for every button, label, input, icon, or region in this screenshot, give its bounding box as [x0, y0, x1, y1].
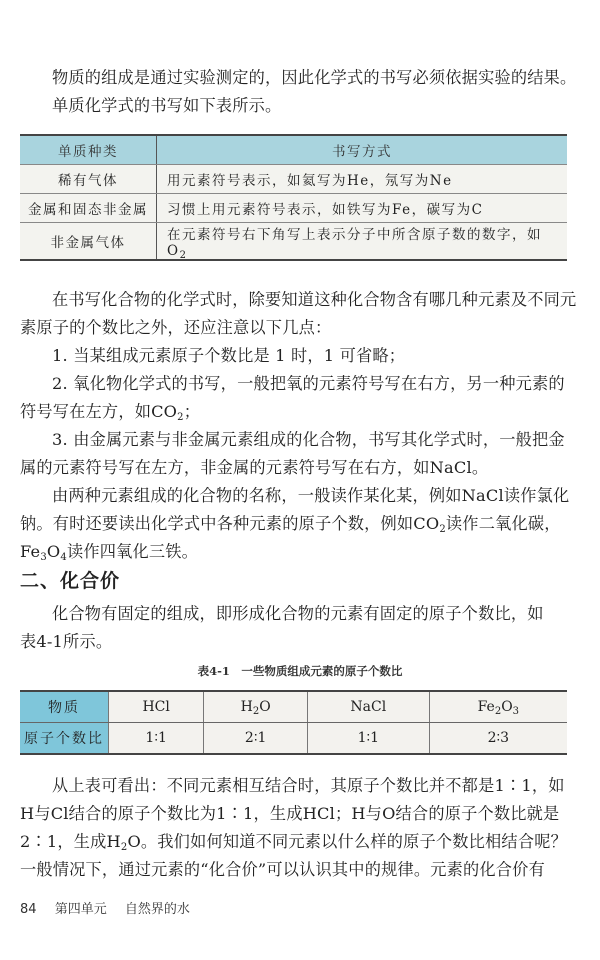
naming-line-3: [20, 538, 570, 566]
page-number: 84: [20, 902, 37, 917]
text: 读作二氧化碳，: [445, 514, 561, 533]
cell-ratio: 1∶1: [308, 723, 430, 755]
header-method: 书写方式: [157, 135, 568, 165]
cell-ratio: 2∶3: [429, 723, 567, 755]
row-label: 物质: [20, 691, 109, 723]
table-row: [20, 165, 567, 194]
cell-formula: NaCl: [308, 691, 430, 723]
unit-label: 第四单元: [54, 902, 107, 917]
cell-type: 稀有气体: [20, 165, 157, 194]
cell-formula: HCl: [109, 691, 204, 723]
atom-ratio-table: [20, 690, 567, 755]
table-header-row: [20, 135, 567, 165]
naming-line-1: 由两种元素组成的化合物的名称，一般读作某化某，例如NaCl读作氯化: [52, 486, 570, 505]
section-heading: 二、化合价: [20, 570, 121, 592]
table-row-substance: [20, 691, 567, 723]
table-caption: 表4-1 一些物质组成元素的原子个数比: [197, 664, 403, 678]
table-row: [20, 223, 567, 261]
text: O: [46, 542, 61, 561]
conclusion-line-2: H与Cl结合的原子个数比为1∶1，生成HCl；H与O结合的原子个数比就是: [20, 804, 560, 823]
text: 读作四氧化三铁。: [66, 542, 199, 561]
cell-formula: [204, 691, 308, 723]
conclusion-line-4: 一般情况下，通过元素的“化合价”可以认识其中的规律。元素的化合价有: [20, 860, 545, 879]
cell-method: 用元素符号表示，如氦写为He，氖写为Ne: [157, 165, 568, 194]
table-row: [20, 194, 567, 223]
intro-line-1: 物质的组成是通过实验测定的，因此化学式的书写必须依据实验的结果。: [52, 68, 577, 87]
cell-method: 习惯上用元素符号表示，如铁写为Fe，碳写为C: [157, 194, 568, 223]
cell-formula: [429, 691, 567, 723]
text: Fe: [477, 699, 495, 715]
subscript: 3: [40, 552, 47, 563]
text: O: [501, 699, 513, 715]
elemental-formula-table: [20, 134, 567, 261]
text: H: [240, 699, 253, 715]
text: O: [259, 699, 271, 715]
text: 2∶1，生成H: [20, 832, 121, 851]
text: ；: [183, 402, 201, 421]
unit-title: 自然界的水: [124, 902, 190, 917]
cell-type: 非金属气体: [20, 223, 157, 261]
subscript: 2: [494, 706, 502, 717]
section2-para-line-2: 表4-1所示。: [20, 632, 113, 651]
conclusion-line-3: [20, 828, 570, 856]
text: O。我们如何知道不同元素以什么样的原子个数比相结合呢？: [127, 832, 567, 851]
rule-3-line-2: 属的元素符号写在左方，非金属的元素符号写在右方，如NaCl。: [20, 458, 489, 477]
cell-ratio: 2∶1: [204, 723, 308, 755]
subscript: 2: [439, 524, 446, 535]
row-label: 原子个数比: [20, 723, 109, 755]
subscript: 2: [179, 250, 188, 261]
cell-ratio: 1∶1: [109, 723, 204, 755]
subscript: 2: [120, 842, 128, 853]
subscript: 2: [177, 412, 184, 423]
section2-para-line-1: 化合物有固定的组成，即形成化合物的元素有固定的原子个数比，如: [52, 604, 544, 623]
page-footer: [20, 898, 190, 917]
header-type: 单质种类: [20, 135, 157, 165]
subscript: 2: [252, 706, 260, 717]
naming-line-2: [20, 510, 570, 538]
rule-2-line-1: 2. 氧化物化学式的书写，一般把氧的元素符号写在右方，另一种元素的: [52, 374, 565, 393]
text: Fe: [20, 542, 41, 561]
conclusion-line-1: 从上表可看出：不同元素相互结合时，其原子个数比并不都是1∶1，如: [52, 776, 565, 795]
cell-method: [157, 223, 568, 261]
intro-line-2: 单质化学式的书写如下表所示。: [52, 96, 282, 115]
rule-2-line-2: [20, 398, 570, 426]
rules-intro-line-1: 在书写化合物的化学式时，除要知道这种化合物含有哪几种元素及不同元: [52, 290, 577, 309]
cell-method-text: 在元素符号右下角写上表示分子中所含原子数的数字，如O: [167, 227, 542, 259]
text: 符号写在左方，如CO: [20, 402, 178, 421]
text: 钠。有时还要读出化学式中各种元素的原子个数，例如CO: [20, 514, 440, 533]
subscript: 4: [60, 552, 67, 563]
rules-intro-line-2: 素原子的个数比之外，还应注意以下几点：: [20, 318, 332, 337]
rule-1: 1. 当某组成元素原子个数比是 1 时，1 可省略；: [52, 346, 406, 365]
cell-type: 金属和固态非金属: [20, 194, 157, 223]
rule-3-line-1: 3. 由金属元素与非金属元素组成的化合物，书写其化学式时，一般把金: [52, 430, 565, 449]
subscript: 3: [512, 706, 520, 717]
table-row-ratio: [20, 723, 567, 755]
